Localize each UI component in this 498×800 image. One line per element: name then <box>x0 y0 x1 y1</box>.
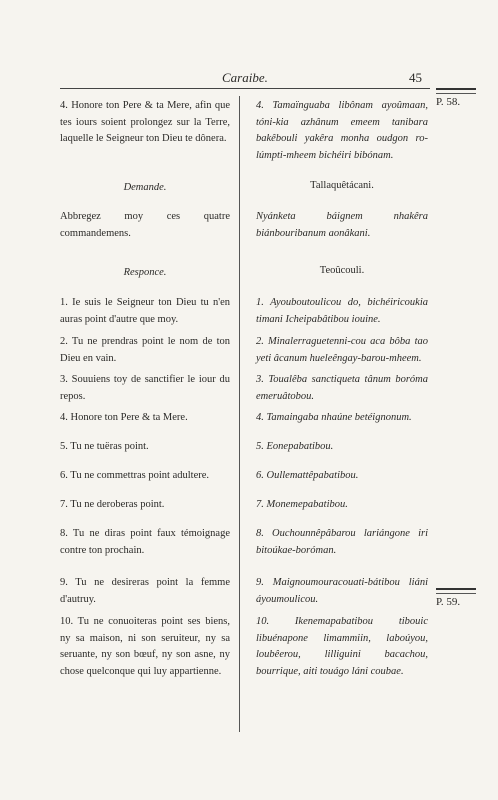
french-demande-text: Abbregez moy ces quatre commandemens. <box>60 211 230 239</box>
french-item: 10. Tu ne conuoiteras point ses biens, ny sa maison, ni son seruiteur, ny sa seruante, ny son bœuf, ny son asne, ny chose quelconque qui luy appartienne. <box>60 616 230 677</box>
carib-intro: 4. Tamaïnguaba libônam ayoûmaan, tóni-kia azhânum emeem tanibara bakêbouli yakêra monha oudgon ro-lúmpti-mheem bichéiri bibónam. <box>256 100 428 161</box>
margin-ref-label: P. 59. <box>436 596 461 608</box>
french-item: 4. Honore ton Pere & ta Mere. <box>60 412 188 423</box>
margin-page-ref <box>436 588 476 608</box>
carib-item: 4. Tamaingaba nhaúne betéignonum. <box>256 412 412 423</box>
margin-page-ref <box>436 88 476 108</box>
french-item: 7. Tu ne deroberas point. <box>60 499 165 510</box>
french-item: 5. Tu ne tuëras point. <box>60 441 149 452</box>
page-number: 45 <box>409 70 422 85</box>
running-title: Caraibe. <box>222 70 268 85</box>
french-item: 3. Souuiens toy de sanctifier le iour du repos. <box>60 374 230 402</box>
carib-item: 5. Eonepabatibou. <box>256 441 334 452</box>
carib-item: 8. Ouchounnêpâbarou lariángone iri bitoúkae-boróman. <box>256 528 428 556</box>
carib-item: 2. Minalerraguetenni-cou aca bôba tao yeti âcanum hueleêngay-barou-mheem. <box>256 336 428 364</box>
page-header <box>0 70 498 90</box>
carib-item: 9. Maignoumouracouati-bátibou liáni áyoumoulicou. <box>256 577 428 605</box>
carib-demande-text: Nyánketa báignem nhakêra biánbouribanum aonâkani. <box>256 211 428 239</box>
column-divider <box>239 96 240 732</box>
margin-ref-rule <box>436 88 476 90</box>
carib-item: 10. Ikenemapabatibou tibouic libuénapone limammiin, laboúyou, loubêerou, lilliguini bacachou, bourrique, aiti touágo láni coubae. <box>256 616 428 677</box>
french-intro: 4. Honore ton Pere & ta Mere, afin que tes iours soient prolongez sur la Terre, laquelle le Seigneur ton Dieu te dônera. <box>60 100 230 144</box>
carib-item: 3. Toualêba sanctiqueta tânum boróma emeruâtobou. <box>256 374 428 402</box>
carib-demande-heading: Tallaquêtácani. <box>310 180 374 191</box>
carib-item: 7. Monemepabatibou. <box>256 499 348 510</box>
margin-ref-rule <box>436 593 476 594</box>
margin-ref-label: P. 58. <box>436 96 461 108</box>
french-item: 8. Tu ne diras point faux témoignage contre ton prochain. <box>60 528 230 556</box>
french-item: 1. Ie suis le Seigneur ton Dieu tu n'en auras point d'autre que moy. <box>60 297 230 325</box>
french-item: 9. Tu ne desireras point la femme d'autruy. <box>60 577 230 605</box>
french-demande-heading: Demande. <box>123 182 167 193</box>
french-responce-heading: Responce. <box>123 267 167 278</box>
carib-item: 6. Oullemattêpabatibou. <box>256 470 359 481</box>
header-rule <box>60 88 430 89</box>
french-item: 2. Tu ne prendras point le nom de ton Dieu en vain. <box>60 336 230 364</box>
margin-ref-rule <box>436 588 476 590</box>
margin-ref-rule <box>436 93 476 94</box>
carib-item: 1. Ayouboutoulicou do, bichéiricoukia timani Icheipabâtibou iouine. <box>256 297 428 325</box>
french-item: 6. Tu ne commettras point adultere. <box>60 470 210 481</box>
carib-responce-heading: Teoûcouli. <box>319 265 365 276</box>
